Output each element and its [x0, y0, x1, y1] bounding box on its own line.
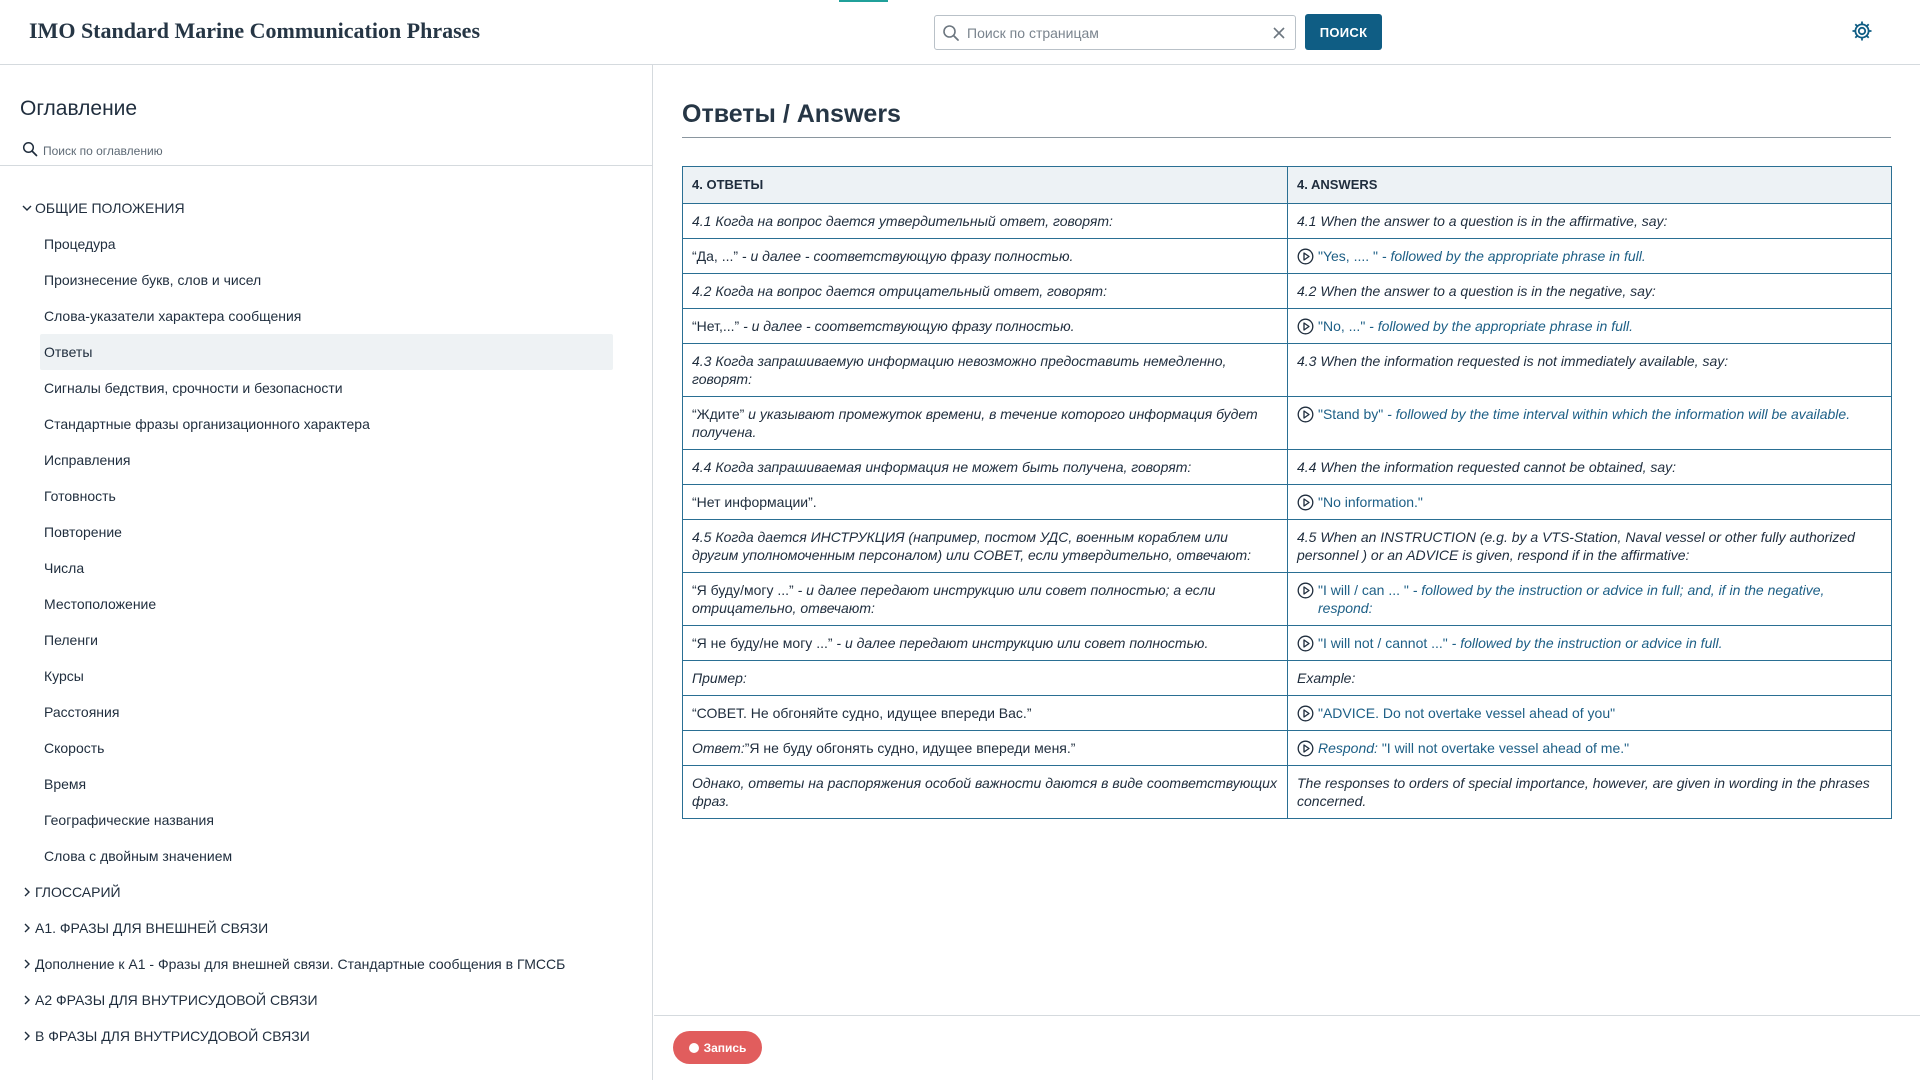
english-phrase-cell [1288, 450, 1892, 485]
chevron-right-icon [20, 885, 34, 899]
toc-list [0, 190, 652, 1054]
play-audio-icon[interactable] [1297, 705, 1314, 722]
toc-section-general[interactable] [0, 190, 652, 226]
close-icon[interactable] [1271, 25, 1287, 41]
chevron-right-icon [20, 957, 34, 971]
chevron-right-icon [20, 1029, 34, 1043]
play-audio-icon[interactable] [1297, 248, 1314, 265]
phrase-text: - и далее передают инструкцию или совет полностью. [832, 635, 1209, 651]
play-audio-icon[interactable] [1297, 494, 1314, 511]
table-row [683, 274, 1892, 309]
bottom-bar [654, 1015, 1920, 1080]
phrase-text: - и далее передают инструкцию или совет полностью; а если отрицательно, отвечают: [692, 582, 1216, 616]
gear-icon[interactable] [1850, 19, 1874, 43]
phrase-text: ”Я не буду обгонять судно, идущее впереди меня.” [744, 740, 1076, 756]
table-row [683, 309, 1892, 344]
phrase-text: "I will / can ... " [1318, 582, 1409, 598]
table-row [683, 766, 1892, 819]
english-phrase-text [1318, 634, 1722, 652]
russian-phrase-cell [683, 344, 1288, 397]
english-phrase-cell [1288, 626, 1892, 661]
english-phrase-cell [1288, 239, 1892, 274]
toc-section-b-onboard[interactable] [0, 1018, 652, 1054]
toc-item-position[interactable] [0, 586, 652, 622]
russian-phrase-cell [683, 204, 1288, 239]
table-row [683, 696, 1892, 731]
toc-section-label: ГЛОССАРИЙ [35, 884, 121, 900]
russian-phrase-cell [683, 239, 1288, 274]
phrase-text: - followed by the time interval within which the information will be available. [1383, 406, 1851, 422]
english-phrase-cell [1288, 661, 1892, 696]
play-audio-icon[interactable] [1297, 318, 1314, 335]
phrase-text: 4.1 When the answer to a question is in the affirmative, say: [1297, 213, 1668, 229]
page-title: Ответы / Answers [682, 100, 901, 128]
toc-item-label: Процедура [44, 236, 116, 252]
table-row [683, 520, 1892, 573]
russian-phrase-cell [683, 520, 1288, 573]
toc-item-label: Исправления [44, 452, 131, 468]
table-row [683, 344, 1892, 397]
toc-item-pronunciation[interactable] [0, 262, 652, 298]
top-bar [0, 0, 1920, 65]
toc-section-glossary[interactable] [0, 874, 652, 910]
phrase-text: 4.3 When the information requested is not immediately available, say: [1297, 353, 1729, 369]
phrase-text: “Ждите” [692, 406, 745, 422]
phrase-text: - followed by the instruction or advice in full; and, if in the negative, respond: [1318, 582, 1825, 616]
phrase-text: “Нет информации”. [692, 494, 817, 510]
russian-phrase-cell [683, 309, 1288, 344]
phrase-text: Пример: [692, 670, 747, 686]
english-phrase-text [1318, 317, 1633, 335]
phrase-text: Ответ: [692, 740, 745, 756]
toc-section-label: ОБЩИЕ ПОЛОЖЕНИЯ [35, 200, 185, 216]
english-phrase-cell [1288, 731, 1892, 766]
toc-item-readiness[interactable] [0, 478, 652, 514]
english-phrase-cell [1288, 309, 1892, 344]
toc-title: Оглавление [20, 97, 138, 120]
audio-phrase [1297, 704, 1882, 722]
phrases-table [682, 166, 1892, 819]
toc-item-time[interactable] [0, 766, 652, 802]
column-header-russian: 4. ОТВЕТЫ [683, 167, 1288, 204]
toc-item-label: Числа [44, 560, 85, 576]
table-row [683, 450, 1892, 485]
table-row [683, 204, 1892, 239]
record-button[interactable] [673, 1031, 762, 1064]
audio-phrase [1297, 317, 1882, 335]
toc-item-label: Географические названия [44, 812, 214, 828]
toc-item-numbers[interactable] [0, 550, 652, 586]
toc-item-label: Скорость [44, 740, 105, 756]
phrase-text: - followed by the appropriate phrase in full. [1378, 248, 1646, 264]
toc-item-label: Готовность [44, 488, 116, 504]
english-phrase-cell [1288, 344, 1892, 397]
table-row [683, 397, 1892, 450]
toc-section-label: Дополнение к А1 - Фразы для внешней связи. Стандартные сообщения в ГМССБ [35, 956, 566, 972]
english-phrase-cell [1288, 397, 1892, 450]
phrase-text: Однако, ответы на распоряжения особой важности даются в виде соответствующих фраз. [692, 775, 1277, 809]
toc-section-a1-external[interactable] [0, 910, 652, 946]
toc-item-label: Стандартные фразы организационного характера [44, 416, 370, 432]
toc-section-a2-onboard[interactable] [0, 982, 652, 1018]
phrase-text: 4.1 Когда на вопрос дается утвердительный ответ, говорят: [692, 213, 1113, 229]
phrase-text: "No, ..." [1318, 318, 1366, 334]
phrase-text: 4.2 When the answer to a question is in the negative, say: [1297, 283, 1656, 299]
table-row [683, 661, 1892, 696]
toc-item-label: Слова-указатели характера сообщения [44, 308, 302, 324]
phrase-text: “Да, ...” [692, 248, 739, 264]
play-audio-icon[interactable] [1297, 406, 1314, 423]
russian-phrase-cell [683, 397, 1288, 450]
english-phrase-text [1318, 247, 1646, 265]
toc-item-repetition[interactable] [0, 514, 652, 550]
search-button[interactable]: ПОИСК [1305, 14, 1382, 50]
english-phrase-text [1318, 704, 1615, 722]
russian-phrase-cell [683, 626, 1288, 661]
phrase-text: и указывают промежуток времени, в течение которого информация будет получена. [692, 406, 1258, 440]
toc-item-label: Пеленги [44, 632, 98, 648]
phrase-text: 4.4 When the information requested cannot be obtained, say: [1297, 459, 1677, 475]
table-row [683, 239, 1892, 274]
phrase-text: 4.5 Когда дается ИНСТРУКЦИЯ (например, постом УДС, военным кораблем или другим уполномоченным персоналом) или СОВЕТ, если утвердительно, отвечают: [692, 529, 1252, 563]
table-row [683, 731, 1892, 766]
russian-phrase-cell [683, 731, 1288, 766]
toc-item-label: Слова с двойным значением [44, 848, 233, 864]
toc-item-label: Курсы [44, 668, 84, 684]
phrase-text: “Я буду/могу ...” [692, 582, 794, 598]
toc-search-input[interactable] [43, 140, 603, 162]
toc-item-corrections[interactable] [0, 442, 652, 478]
english-phrase-cell [1288, 204, 1892, 239]
phrase-text: “Я не буду/не могу ...” [692, 635, 833, 651]
toc-item-label: Местоположение [44, 596, 157, 612]
toc-item-label: Произнесение букв, слов и чисел [44, 272, 262, 288]
play-audio-icon[interactable] [1297, 635, 1314, 652]
table-of-contents-sidebar [0, 65, 653, 1080]
phrase-text: 4.5 When an INSTRUCTION (e.g. by a VTS-Station, Naval vessel or other fully authorized personnel ) or an ADVICE is given, respond if in the affirmative: [1297, 529, 1855, 563]
app-title: IMO Standard Marine Communication Phrases [29, 18, 480, 43]
phrase-text: 4.2 Когда на вопрос дается отрицательный ответ, говорят: [692, 283, 1107, 299]
toc-search-box[interactable] [20, 139, 620, 163]
phrase-text: - followed by the instruction or advice in full. [1447, 635, 1723, 651]
chevron-down-icon [20, 201, 34, 215]
play-audio-icon[interactable] [1297, 582, 1314, 599]
chevron-right-icon [20, 921, 34, 935]
toc-section-label: А1. ФРАЗЫ ДЛЯ ВНЕШНЕЙ СВЯЗИ [35, 920, 269, 936]
russian-phrase-cell [683, 766, 1288, 819]
phrase-text: “Нет,...” [692, 318, 740, 334]
russian-phrase-cell [683, 450, 1288, 485]
english-phrase-cell [1288, 485, 1892, 520]
table-row [683, 573, 1892, 626]
russian-phrase-cell [683, 573, 1288, 626]
audio-phrase [1297, 493, 1882, 511]
record-button-label: Запись [703, 1040, 747, 1055]
audio-phrase [1297, 581, 1882, 617]
toc-item-answers[interactable] [40, 334, 613, 370]
toc-item-procedure[interactable] [0, 226, 652, 262]
phrase-text: - followed by the appropriate phrase in full. [1365, 318, 1634, 334]
phrase-text: "ADVICE. Do not overtake vessel ahead of you" [1318, 705, 1616, 721]
english-phrase-cell [1288, 274, 1892, 309]
audio-phrase [1297, 247, 1882, 265]
divider [682, 137, 1891, 138]
toc-section-a1-supplement[interactable] [0, 946, 652, 982]
phrase-text: The responses to orders of special importance, however, are given in wording in the phrases concerned. [1297, 775, 1870, 809]
english-phrase-text [1318, 405, 1850, 423]
toc-item-message-markers[interactable] [0, 298, 652, 334]
russian-phrase-cell [683, 485, 1288, 520]
toc-item-courses[interactable] [0, 658, 652, 694]
toc-item-distances[interactable] [0, 694, 652, 730]
toc-item-label: Время [44, 776, 87, 792]
phrase-text: Respond: [1318, 740, 1378, 756]
active-tab-indicator [839, 0, 888, 2]
search-icon [942, 24, 960, 42]
phrase-text: 4.3 Когда запрашиваемую информацию невозможно предоставить немедленно, говорят: [692, 353, 1227, 387]
audio-phrase [1297, 739, 1882, 757]
table-row [683, 485, 1892, 520]
divider [0, 165, 652, 166]
table-header-row [683, 167, 1892, 204]
phrase-text: "I will not / cannot ..." [1318, 635, 1448, 651]
toc-item-bearings[interactable] [0, 622, 652, 658]
russian-phrase-cell [683, 274, 1288, 309]
page-search-input[interactable] [967, 20, 1257, 45]
phrase-text: "No information." [1318, 494, 1423, 510]
phrase-text: - и далее - соответствующую фразу полностью. [738, 248, 1074, 264]
phrase-text: Example: [1297, 670, 1356, 686]
toc-item-speed[interactable] [0, 730, 652, 766]
page-search-box[interactable] [934, 15, 1296, 50]
table-body [683, 204, 1892, 819]
phrase-text: "Yes, .... " [1318, 248, 1379, 264]
english-phrase-text [1318, 739, 1629, 757]
toc-item-label: Сигналы бедствия, срочности и безопасности [44, 380, 343, 396]
toc-section-label: А2 ФРАЗЫ ДЛЯ ВНУТРИСУДОВОЙ СВЯЗИ [35, 992, 318, 1008]
phrase-text: “СОВЕТ. Не обгоняйте судно, идущее впереди Вас.” [692, 705, 1032, 721]
main-content [654, 65, 1920, 1015]
chevron-right-icon [20, 993, 34, 1007]
toc-item-geographical-names[interactable] [0, 802, 652, 838]
russian-phrase-cell [683, 696, 1288, 731]
audio-phrase [1297, 405, 1882, 423]
toc-item-standard-organizational-phrases[interactable] [0, 406, 652, 442]
column-header-english: 4. ANSWERS [1288, 167, 1892, 204]
phrase-text: "Stand by" [1318, 406, 1384, 422]
english-phrase-text [1318, 581, 1882, 617]
search-icon [22, 141, 38, 157]
toc-section-label: В ФРАЗЫ ДЛЯ ВНУТРИСУДОВОЙ СВЯЗИ [35, 1028, 310, 1044]
phrase-text: 4.4 Когда запрашиваемая информация не может быть получена, говорят: [692, 459, 1192, 475]
russian-phrase-cell [683, 661, 1288, 696]
record-dot-icon [689, 1043, 699, 1053]
english-phrase-cell [1288, 766, 1892, 819]
toc-item-label: Расстояния [44, 704, 120, 720]
english-phrase-cell [1288, 696, 1892, 731]
phrase-text: - и далее - соответствующую фразу полностью. [739, 318, 1075, 334]
toc-item-ambiguous-words[interactable] [0, 838, 652, 874]
play-audio-icon[interactable] [1297, 740, 1314, 757]
english-phrase-cell [1288, 520, 1892, 573]
toc-item-label: Повторение [44, 524, 122, 540]
audio-phrase [1297, 634, 1882, 652]
table-row [683, 626, 1892, 661]
toc-item-distress-signals[interactable] [0, 370, 652, 406]
english-phrase-cell [1288, 573, 1892, 626]
english-phrase-text [1318, 493, 1423, 511]
phrase-text: "I will not overtake vessel ahead of me." [1377, 740, 1630, 756]
toc-item-label: Ответы [44, 344, 93, 360]
